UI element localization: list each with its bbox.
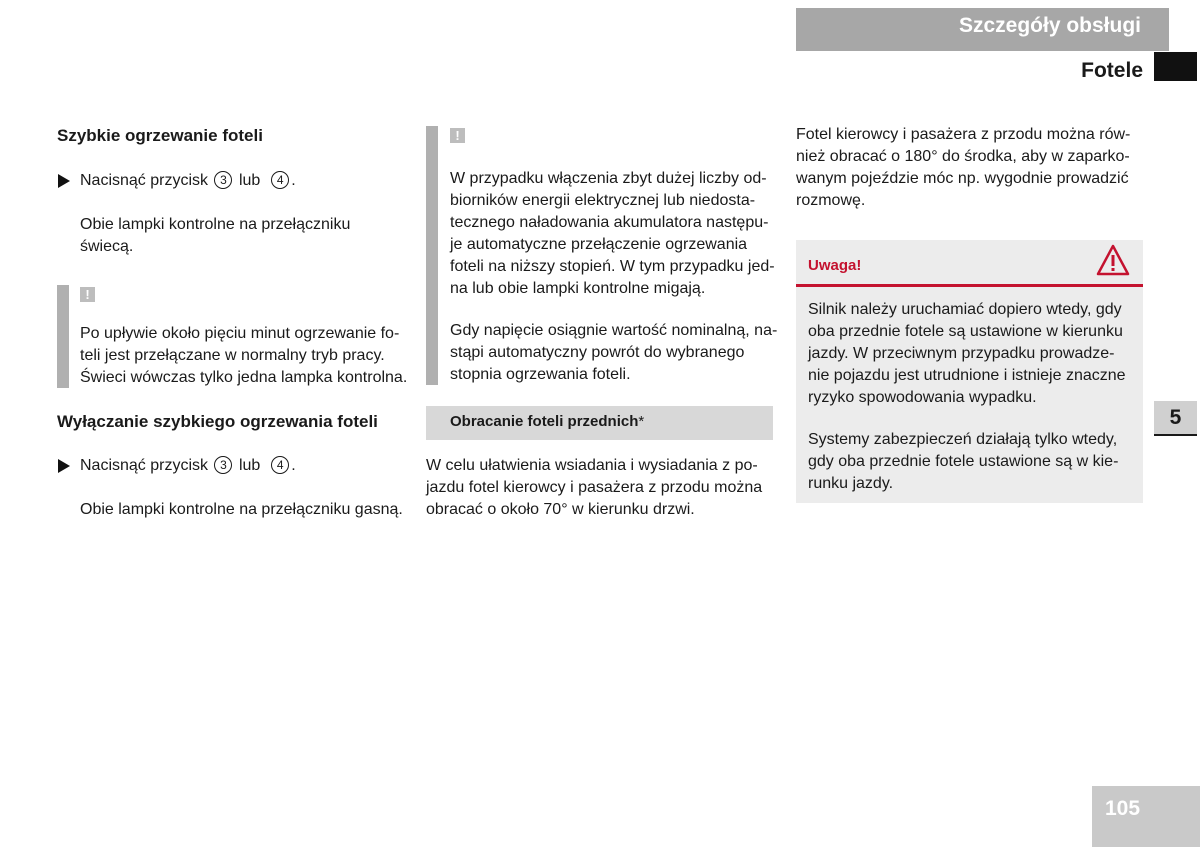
note-paragraph-2: Gdy napięcie osiągnie wartość nominalną, na- stąpi automatyczny powrót do wybranego stopnia ogrzewania foteli. — [450, 322, 778, 383]
step-bullet-icon — [58, 459, 70, 473]
warning-divider — [796, 284, 1143, 287]
button-number-icon: 4 — [271, 171, 289, 189]
section-header-seat-rotation: Obracanie foteli przednich* — [426, 406, 773, 440]
step-bullet-icon — [58, 174, 70, 188]
button-number-icon: 3 — [214, 456, 232, 474]
chapter-number: 5 — [1169, 406, 1182, 429]
warning-title: Uwaga! — [808, 257, 862, 274]
chapter-title: Fotele — [1081, 59, 1143, 82]
chapter-marker-block — [1154, 52, 1197, 81]
note-side-bar — [57, 285, 69, 388]
note-paragraph-1: W przypadku włączenia zbyt dużej liczby od- biorników energii elektrycznej lub niedosta- tecznego naładowania akumulatora następu- je automatyczne przełączenie ogrzewania foteli na niższy stopień. W tym przypadku jed- na lub obie lampki kontrolne migają. — [450, 170, 775, 297]
button-number-icon: 4 — [271, 456, 289, 474]
heading-quick-heating: Szybkie ogrzewanie foteli — [57, 126, 263, 145]
exclamation-icon: ! — [450, 128, 465, 143]
exclamation-icon: ! — [80, 287, 95, 302]
step-1-instruction: Nacisnąć przycisk 3 lub 4 . — [80, 172, 296, 189]
section-title-bar — [796, 8, 1169, 51]
chapter-number-tab — [1154, 401, 1197, 434]
step-2-instruction: Nacisnąć przycisk 3 lub 4 . — [80, 457, 296, 474]
note-side-bar — [426, 126, 438, 385]
warning-triangle-icon — [1096, 243, 1130, 277]
heading-disable-quick-heating: Wyłączanie szybkiego ogrzewania foteli — [57, 412, 378, 431]
page-number-tab — [1092, 786, 1200, 847]
note-text: Po upływie około pięciu minut ogrzewanie fo- teli jest przełączane w normalny tryb pracy. Świeci wówczas tylko jedna lampka kontrolna. — [80, 325, 408, 386]
warning-paragraph-2: Systemy zabezpieczeń działają tylko wtedy, gdy oba przednie fotele ustawione są w kie- runku jazdy. — [808, 431, 1119, 492]
rotation-intro: Fotel kierowcy i pasażera z przodu można rów- nież obracać o 180° do środka, aby w zaparko- wanym pojeździe móc np. wygodnie prowadzić rozmowę. — [796, 126, 1131, 209]
step-1-result: Obie lampki kontrolne na przełączniku świecą. — [80, 216, 351, 255]
section-title: Szczegóły obsługi — [958, 14, 1141, 37]
page-number: 105 — [1105, 797, 1141, 820]
button-number-icon: 3 — [214, 171, 232, 189]
warning-paragraph-1: Silnik należy uruchamiać dopiero wtedy, gdy oba przednie fotele są ustawione w kierunku jazdy. W przeciwnym przypadku prowadze- nie pojazdu jest utrudnione i istnieje znaczne ryzyko spowodowania wypadku. — [808, 301, 1126, 406]
chapter-number-underline — [1154, 434, 1197, 436]
step-2-result: Obie lampki kontrolne na przełączniku gasną. — [80, 501, 403, 518]
seat-rotation-body: W celu ułatwienia wsiadania i wysiadania z po- jazdu fotel kierowcy i pasażera z przodu można obracać o około 70° w kierunku drzwi. — [426, 457, 763, 518]
